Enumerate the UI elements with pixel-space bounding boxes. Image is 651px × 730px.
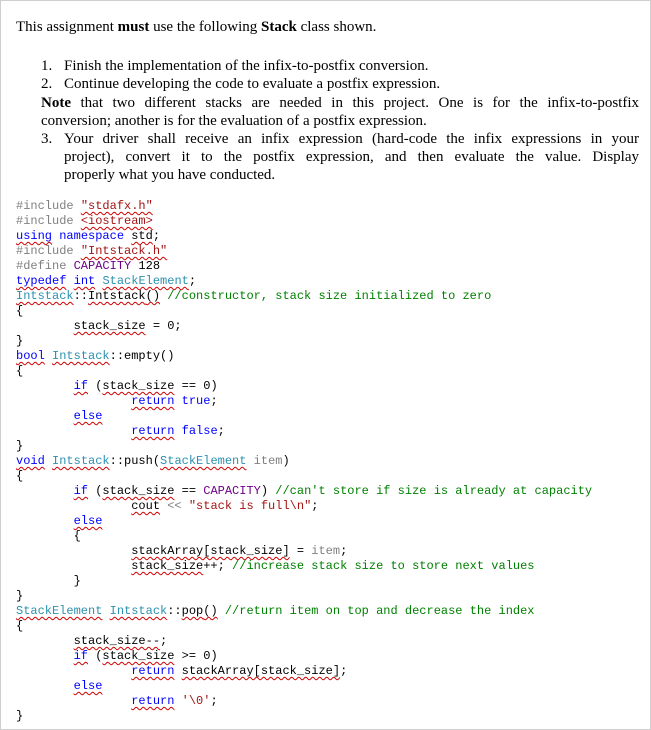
code-token: stack_size (73, 319, 146, 333)
code-line (16, 244, 167, 259)
code-token: stack_size-- (73, 634, 161, 648)
code-token (16, 694, 131, 708)
code-token: pop (181, 604, 204, 618)
code-token: ) (282, 454, 290, 468)
code-token: CAPACITY (203, 484, 261, 498)
code-token: "stdafx.h" (80, 199, 153, 213)
code-token: { (16, 619, 24, 633)
code-line (16, 409, 102, 424)
code-token: } (16, 439, 24, 453)
intro-sentence (16, 18, 376, 36)
code-token: == (174, 484, 204, 498)
code-token: return (131, 694, 175, 708)
code-token: } (16, 334, 24, 348)
code-token: "stack is full\n" (188, 499, 312, 513)
code-token: ( (88, 379, 103, 393)
code-token: stack_size (102, 379, 175, 393)
note-paragraph-cont (41, 112, 427, 130)
code-token: #include (16, 214, 81, 228)
code-token: item (253, 454, 283, 468)
code-token (102, 604, 109, 618)
code-token (16, 559, 131, 573)
code-token: 128 (131, 259, 161, 273)
code-token: return (131, 424, 175, 438)
note-text: conversion; another is for the evaluation of a postfix expression. (41, 113, 427, 129)
code-line (16, 574, 81, 589)
code-token: ; (188, 274, 197, 288)
code-token: ++; (203, 559, 233, 573)
code-token (16, 514, 74, 528)
code-token: stack_size (102, 484, 175, 498)
code-token: namespace (52, 229, 132, 243)
code-token: using (16, 229, 53, 243)
intro-text: This assignment (16, 19, 118, 35)
code-token: ; (340, 664, 348, 678)
code-line (16, 334, 23, 349)
intro-stack: Stack (261, 19, 297, 35)
code-line (16, 364, 23, 379)
code-token: ( (88, 649, 103, 663)
code-token: else (73, 514, 103, 528)
code-token: ; (311, 499, 319, 513)
code-token (45, 349, 52, 363)
code-line (16, 454, 290, 469)
code-line (16, 679, 102, 694)
code-token: //can't store if size is already at capacity (275, 484, 593, 498)
code-token: { (16, 469, 24, 483)
code-line (16, 544, 347, 559)
code-line (16, 424, 225, 439)
code-line (16, 319, 182, 334)
code-token: = 0; (145, 319, 182, 333)
code-line (16, 589, 23, 604)
code-token: return (131, 664, 175, 678)
code-token: ; (152, 229, 161, 243)
list-number: 1. (41, 58, 53, 74)
code-token: item (311, 544, 341, 558)
code-line (16, 529, 81, 544)
code-token: ) (260, 484, 276, 498)
code-line (16, 289, 491, 304)
code-token: Intstack (88, 289, 146, 303)
code-token: '\0' (181, 694, 211, 708)
code-line (16, 394, 218, 409)
code-line (16, 619, 23, 634)
code-line (16, 469, 23, 484)
code-token: () (203, 604, 218, 618)
list-item (1, 130, 651, 184)
list-text: project), convert it to the postfix expression, and then evaluate the value. Display (64, 149, 639, 165)
code-token (16, 424, 131, 438)
code-line (16, 604, 535, 619)
code-token: ; (160, 634, 168, 648)
code-token: #include (16, 244, 81, 258)
code-token: ::push( (109, 454, 161, 468)
code-token: } (16, 589, 24, 603)
code-line (16, 709, 23, 724)
code-token: false (174, 424, 218, 438)
code-token (16, 409, 74, 423)
code-token: StackElement (102, 274, 189, 288)
note-paragraph (41, 94, 639, 112)
code-token: std (131, 229, 153, 243)
code-line (16, 664, 347, 679)
code-line (16, 484, 592, 499)
code-token: ; (210, 694, 218, 708)
code-token: //constructor, stack size initialized to zero (160, 289, 492, 303)
code-token: //return item on top and decrease the index (217, 604, 535, 618)
code-token: } (16, 709, 24, 723)
list-number: 3. (41, 131, 53, 147)
code-token (16, 664, 131, 678)
code-token: () (145, 289, 161, 303)
code-token: :: (167, 604, 182, 618)
code-token: if (73, 649, 89, 663)
list-text: Continue developing the code to evaluate a postfix expression. (64, 76, 441, 92)
code-token (66, 274, 73, 288)
code-token: stack_size (131, 559, 204, 573)
code-token: ; (340, 544, 348, 558)
code-token (16, 484, 74, 498)
code-token (174, 694, 181, 708)
code-token: :: (73, 289, 89, 303)
code-line (16, 274, 196, 289)
code-token: } (16, 574, 81, 588)
code-token: true (174, 394, 211, 408)
code-token (16, 679, 74, 693)
code-token (174, 664, 181, 678)
code-line (16, 379, 218, 394)
code-token: void (16, 454, 45, 468)
code-token: Intstack (16, 289, 74, 303)
code-token: stack_size (102, 649, 175, 663)
code-token: return (131, 394, 175, 408)
code-line (16, 304, 23, 319)
code-line (16, 259, 160, 274)
code-token: "Intstack.h" (80, 244, 168, 258)
code-token: ::empty() (109, 349, 175, 363)
code-token: Intstack (52, 349, 110, 363)
note-label: Note (41, 95, 71, 111)
code-token: >= 0) (174, 649, 218, 663)
code-token: ; (210, 394, 218, 408)
code-line (16, 349, 174, 364)
code-line (16, 439, 23, 454)
note-text: that two different stacks are needed in this project. One is for the infix-to-postfix (80, 95, 639, 111)
code-token: Intstack (52, 454, 110, 468)
code-token (16, 394, 131, 408)
list-text: Finish the implementation of the infix-to-postfix conversion. (64, 58, 429, 74)
code-token (16, 379, 74, 393)
code-token: { (16, 529, 81, 543)
code-token (16, 544, 131, 558)
code-token: StackElement (16, 604, 103, 618)
code-token: << (160, 499, 189, 513)
code-token (246, 454, 253, 468)
code-line (16, 199, 153, 214)
code-line (16, 559, 535, 574)
code-token: { (16, 364, 24, 378)
code-token: CAPACITY (73, 259, 132, 273)
code-line (16, 214, 153, 229)
code-token: else (73, 679, 103, 693)
code-token: ; (217, 424, 225, 438)
code-token: cout (131, 499, 161, 513)
list-text: Your driver shall receive an infix expression (hard-code the infix expressions in your (64, 131, 639, 147)
code-token: typedef (16, 274, 67, 288)
code-line (16, 694, 218, 709)
code-token: int (73, 274, 96, 288)
list-text: properly what you have conducted. (64, 167, 276, 183)
code-token (16, 634, 74, 648)
code-token: ( (88, 484, 103, 498)
code-token: <iostream> (80, 214, 153, 228)
code-line (16, 229, 160, 244)
code-token: else (73, 409, 103, 423)
code-token (45, 454, 52, 468)
code-token: if (73, 484, 89, 498)
code-token: = (289, 544, 312, 558)
code-token: Intstack (109, 604, 168, 618)
list-number: 2. (41, 76, 53, 92)
intro-must: must (117, 19, 150, 35)
intro-text-mid: use the following (149, 19, 261, 35)
code-token: == 0) (174, 379, 218, 393)
code-token: bool (16, 349, 45, 363)
intro-text-end: class shown. (296, 19, 377, 35)
code-token: if (73, 379, 89, 393)
code-line (16, 499, 318, 514)
code-line (16, 514, 102, 529)
code-token: stackArray[stack_size] (181, 664, 341, 678)
code-token: { (16, 304, 24, 318)
code-token: stackArray[stack_size] (131, 544, 290, 558)
code-line (16, 634, 167, 649)
code-token (16, 319, 74, 333)
code-token: //increase stack size to store next values (232, 559, 535, 573)
code-token (16, 649, 74, 663)
code-token: #define (16, 259, 74, 273)
code-line (16, 649, 218, 664)
code-token: StackElement (160, 454, 247, 468)
code-token (16, 499, 131, 513)
code-token: #include (16, 199, 81, 213)
